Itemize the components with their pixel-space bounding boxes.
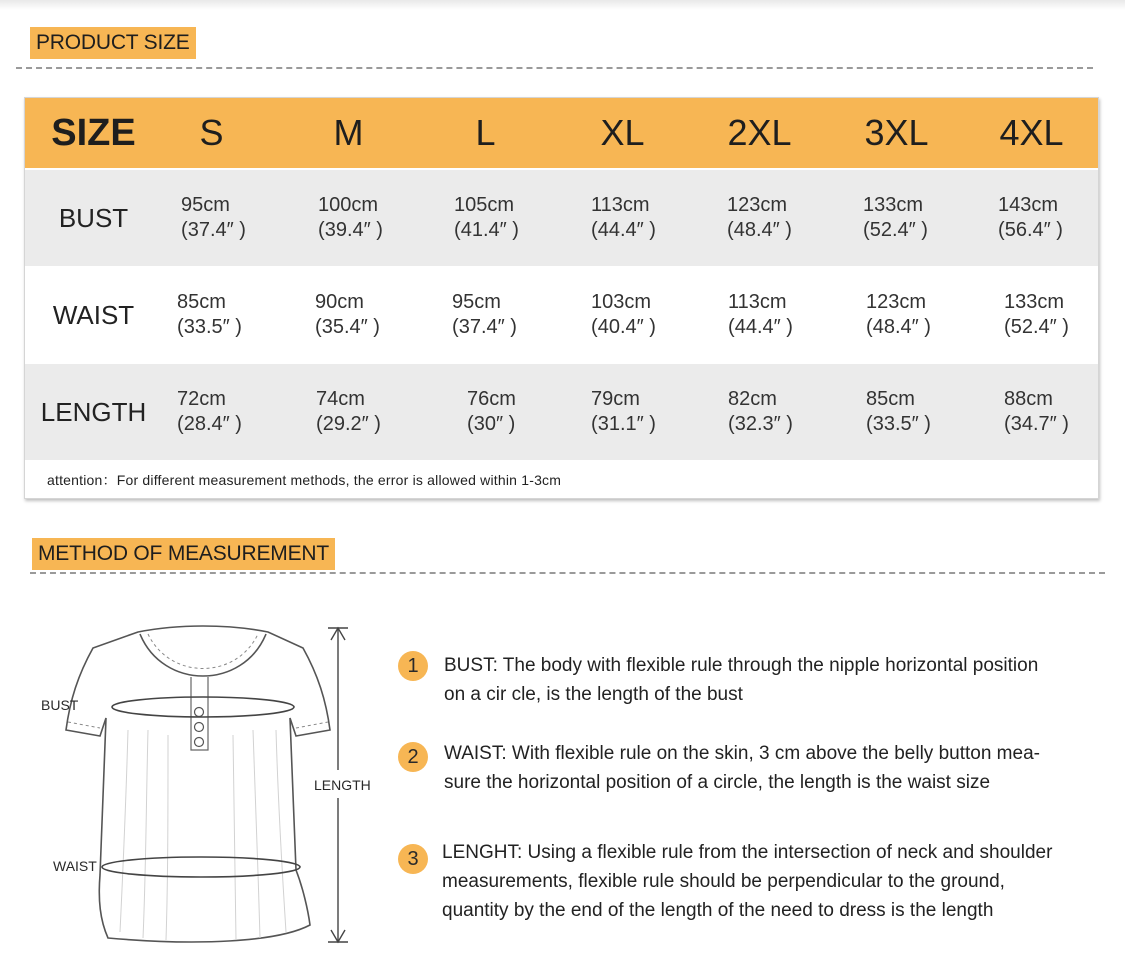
table-cell: 88cm (34.7″ ) <box>1004 388 1069 435</box>
step-text: BUST: The body with flexible rule through the nipple horizontal position on a cir cle, is the length of the bust <box>444 655 1039 705</box>
table-header-row <box>25 98 1098 168</box>
header-size: SIZE <box>51 111 136 154</box>
table-cell: 133cm (52.4″ ) <box>863 194 928 241</box>
bust-label: BUST <box>41 697 79 713</box>
table-row-length <box>25 364 1098 460</box>
table-cell: 100cm (39.4″ ) <box>318 194 383 241</box>
header-3xl: 3XL <box>864 112 929 153</box>
table-cell: 105cm (41.4″ ) <box>454 194 519 241</box>
divider-dashed <box>16 67 1093 69</box>
table-cell: 90cm (35.4″ ) <box>315 291 380 338</box>
header-4xl: 4XL <box>999 112 1064 153</box>
table-cell: 76cm (30″ ) <box>467 388 516 435</box>
attention-note: attention：For different measurement methods, the error is allowed within 1-3cm <box>47 472 562 488</box>
table-cell: 85cm (33.5″ ) <box>177 291 242 338</box>
table-cell: 95cm (37.4″ ) <box>452 291 517 338</box>
table-cell: 143cm (56.4″ ) <box>998 194 1063 241</box>
waist-label: WAIST <box>53 858 97 874</box>
step-number-badge: 3 <box>398 844 428 874</box>
row-label: LENGTH <box>40 396 147 427</box>
method-title: METHOD OF MEASUREMENT <box>32 538 335 570</box>
table-cell: 133cm (52.4″ ) <box>1004 291 1069 338</box>
table-cell: 82cm (32.3″ ) <box>728 388 793 435</box>
header-l: L <box>475 112 496 153</box>
table-row-bust <box>25 170 1098 266</box>
divider-dashed <box>30 572 1105 574</box>
table-cell: 74cm (29.2″ ) <box>316 388 381 435</box>
product-size-title: PRODUCT SIZE <box>30 27 196 59</box>
table-cell: 113cm (44.4″ ) <box>591 194 656 241</box>
length-label: LENGTH <box>314 777 371 793</box>
row-label: BUST <box>58 202 129 233</box>
table-cell: 85cm (33.5″ ) <box>866 388 931 435</box>
garment-diagram <box>28 620 378 955</box>
header-m: M <box>333 112 364 153</box>
table-cell: 123cm (48.4″ ) <box>727 194 792 241</box>
table-cell: 103cm (40.4″ ) <box>591 291 656 338</box>
table-cell: 113cm (44.4″ ) <box>728 291 793 338</box>
top-shade <box>0 0 1125 10</box>
table-cell: 95cm (37.4″ ) <box>181 194 246 241</box>
header-2xl: 2XL <box>727 112 792 153</box>
table-row-waist <box>25 266 1098 364</box>
header-s: S <box>199 112 224 153</box>
size-table <box>24 97 1099 499</box>
step-text: WAIST: With flexible rule on the skin, 3 cm above the belly button mea- sure the horizontal position of a circle, the length is the waist size <box>444 743 1040 793</box>
row-label: WAIST <box>52 299 135 330</box>
step-number-badge: 1 <box>398 651 428 681</box>
table-cell: 123cm (48.4″ ) <box>866 291 931 338</box>
header-xl: XL <box>600 112 645 153</box>
table-cell: 72cm (28.4″ ) <box>177 388 242 435</box>
step-text: LENGHT: Using a flexible rule from the intersection of neck and shoulder measurements, flexible rule should be perpendicular to the ground, quantity by the end of the length of the need to dress is the length <box>442 842 1053 921</box>
table-cell: 79cm (31.1″ ) <box>591 388 656 435</box>
step-number-badge: 2 <box>398 742 428 772</box>
